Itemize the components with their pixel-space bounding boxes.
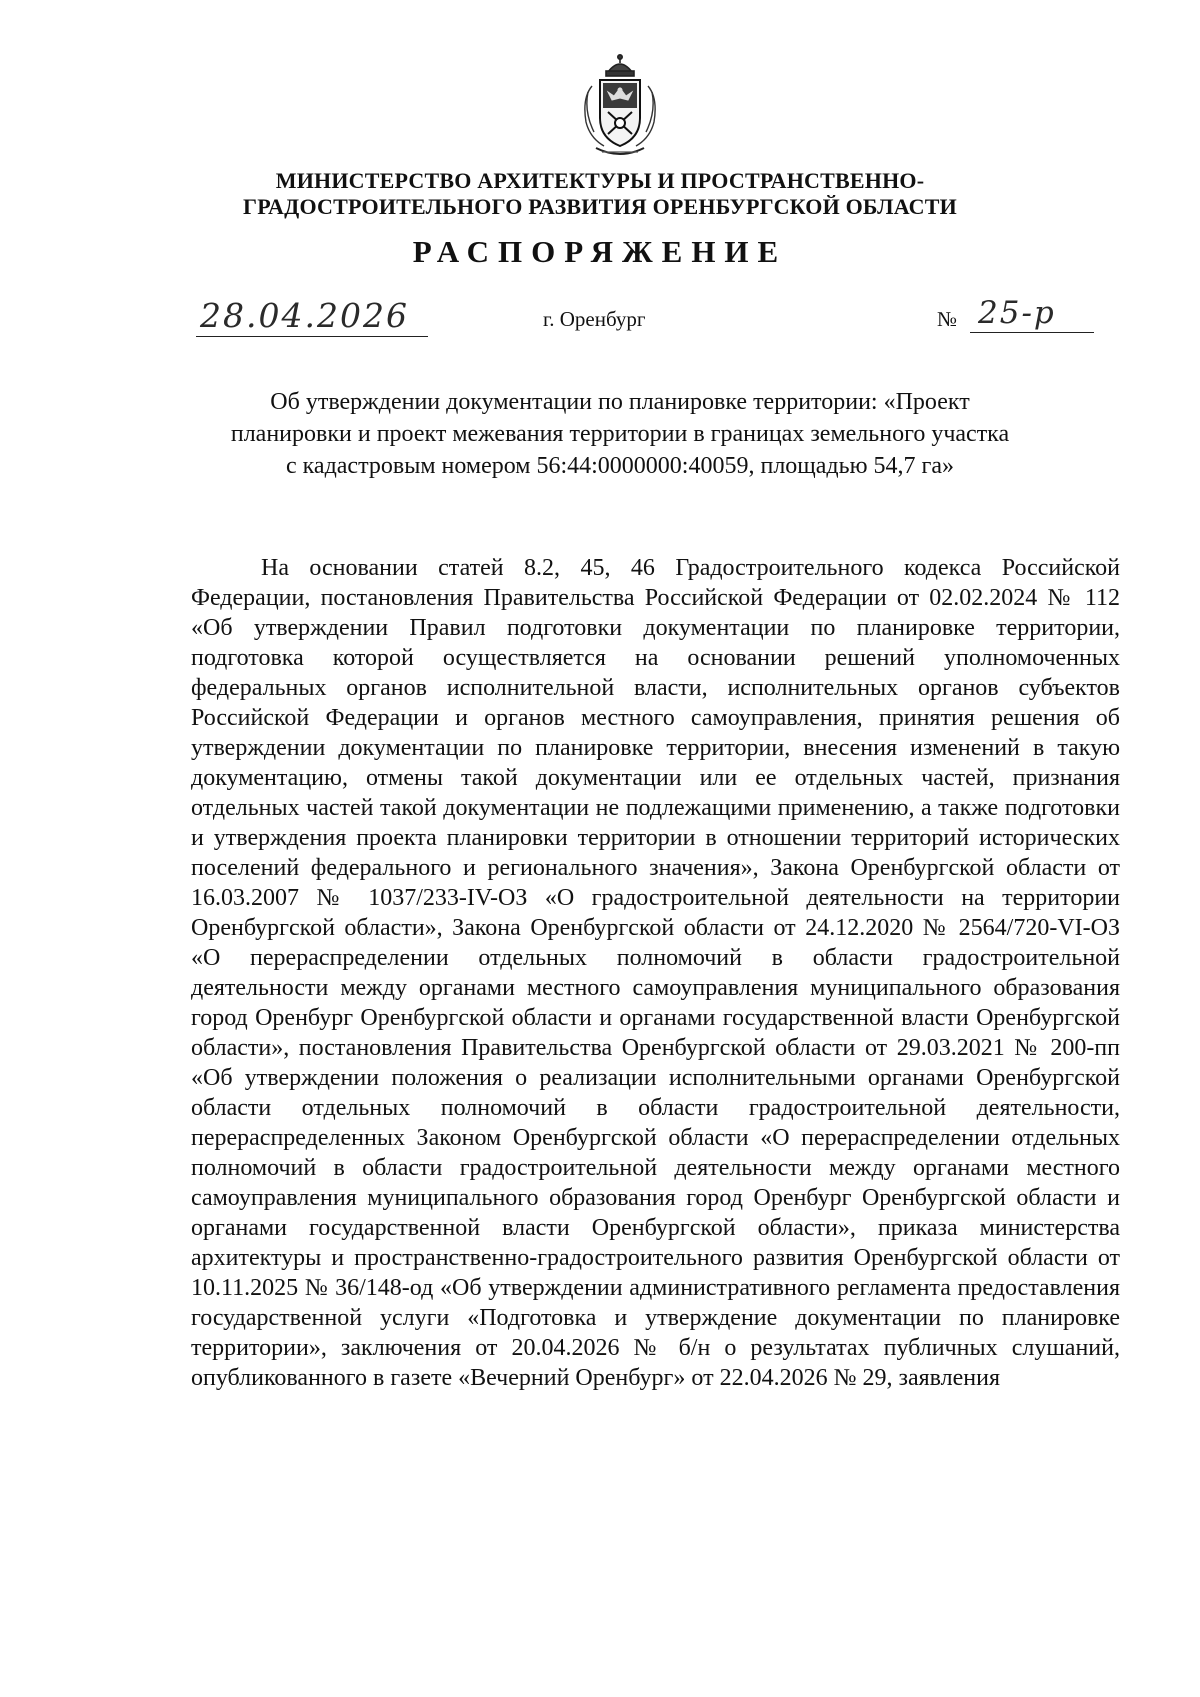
ministry-name-line1: МИНИСТЕРСТВО АРХИТЕКТУРЫ И ПРОСТРАНСТВЕННО- bbox=[275, 168, 925, 193]
subject-line2: планировки и проект межевания территории в границах земельного участка bbox=[230, 421, 1010, 447]
orenburg-oblast-coat-of-arms-icon bbox=[574, 52, 666, 160]
document-subject bbox=[180, 386, 1060, 482]
body-paragraph: На основании статей 8.2, 45, 46 Градостроительного кодекса Российской Федерации, постановления Правительства Российской Федерации от 02.02.2024 № 112 «Об утверждении Правил подготовки документации по планировке территории, подготовка которой осуществляется на основании решений уполномоченных федеральных органов исполнительной власти, исполнительных органов субъектов Российской Федерации и органов местного самоуправления, принятия решения об утверждении документации по планировке территории, внесения изменений в такую документацию, отмены такой документации или ее отдельных частей, признания отдельных частей такой документации не подлежащими применению, а также подготовки и утверждения проекта планировки территории в отношении территорий исторических поселений федерального и регионального значения», Закона Оренбургской области от 16.03.2007 № 1037/233-IV-ОЗ «О градостроительной деятельности на территории Оренбургской области», Закона Оренбургской области от 24.12.2020 № 2564/720-VI-ОЗ «О перераспределении отдельных полномочий в области градостроительной деятельности между органами местного самоуправления муниципального образования город Оренбург Оренбургской области и органами государственной власти Оренбургской области», постановления Правительства Оренбургской области от 29.03.2021 № 200-пп «Об утверждении положения о реализации исполнительными органами Оренбургской области отдельных полномочий в области градостроительной деятельности, перераспределенных Законом Оренбургской области «О перераспределении отдельных полномочий в области градостроительной деятельности между органами местного самоуправления муниципального образования город Оренбург Оренбургской области и органами государственной власти Оренбургской области», приказа министерства архитектуры и пространственно-градостроительного развития Оренбургской области от 10.11.2025 № 36/148-од «Об утверждении административного регламента предоставления государственной услуги «Подготовка и утверждение документации по планировке территории», заключения от 20.04.2026 № б/н о результатах публичных слушаний, опубликованного в газете «Вечерний Оренбург» от 22.04.2026 № 29, заявления bbox=[191, 555, 1120, 1391]
handwritten-number: 25-р bbox=[978, 295, 1056, 331]
ministry-name bbox=[150, 168, 1050, 220]
subject-line1: Об утверждении документации по планировке территории: «Проект bbox=[270, 389, 970, 415]
city-label: г. Оренбург bbox=[543, 307, 646, 331]
document-type-title: РАСПОРЯЖЕНИЕ bbox=[412, 234, 788, 269]
number-field bbox=[970, 294, 1094, 333]
ministry-name-line2: ГРАДОСТРОИТЕЛЬНОГО РАЗВИТИЯ ОРЕНБУРГСКОЙ ОБЛАСТИ bbox=[243, 194, 957, 219]
number-sign: № bbox=[937, 307, 958, 331]
subject-line3: с кадастровым номером 56:44:0000000:40059, площадью 54,7 га» bbox=[285, 453, 955, 479]
date-field bbox=[196, 296, 428, 337]
handwritten-date: 28.04.2026 bbox=[200, 296, 409, 335]
